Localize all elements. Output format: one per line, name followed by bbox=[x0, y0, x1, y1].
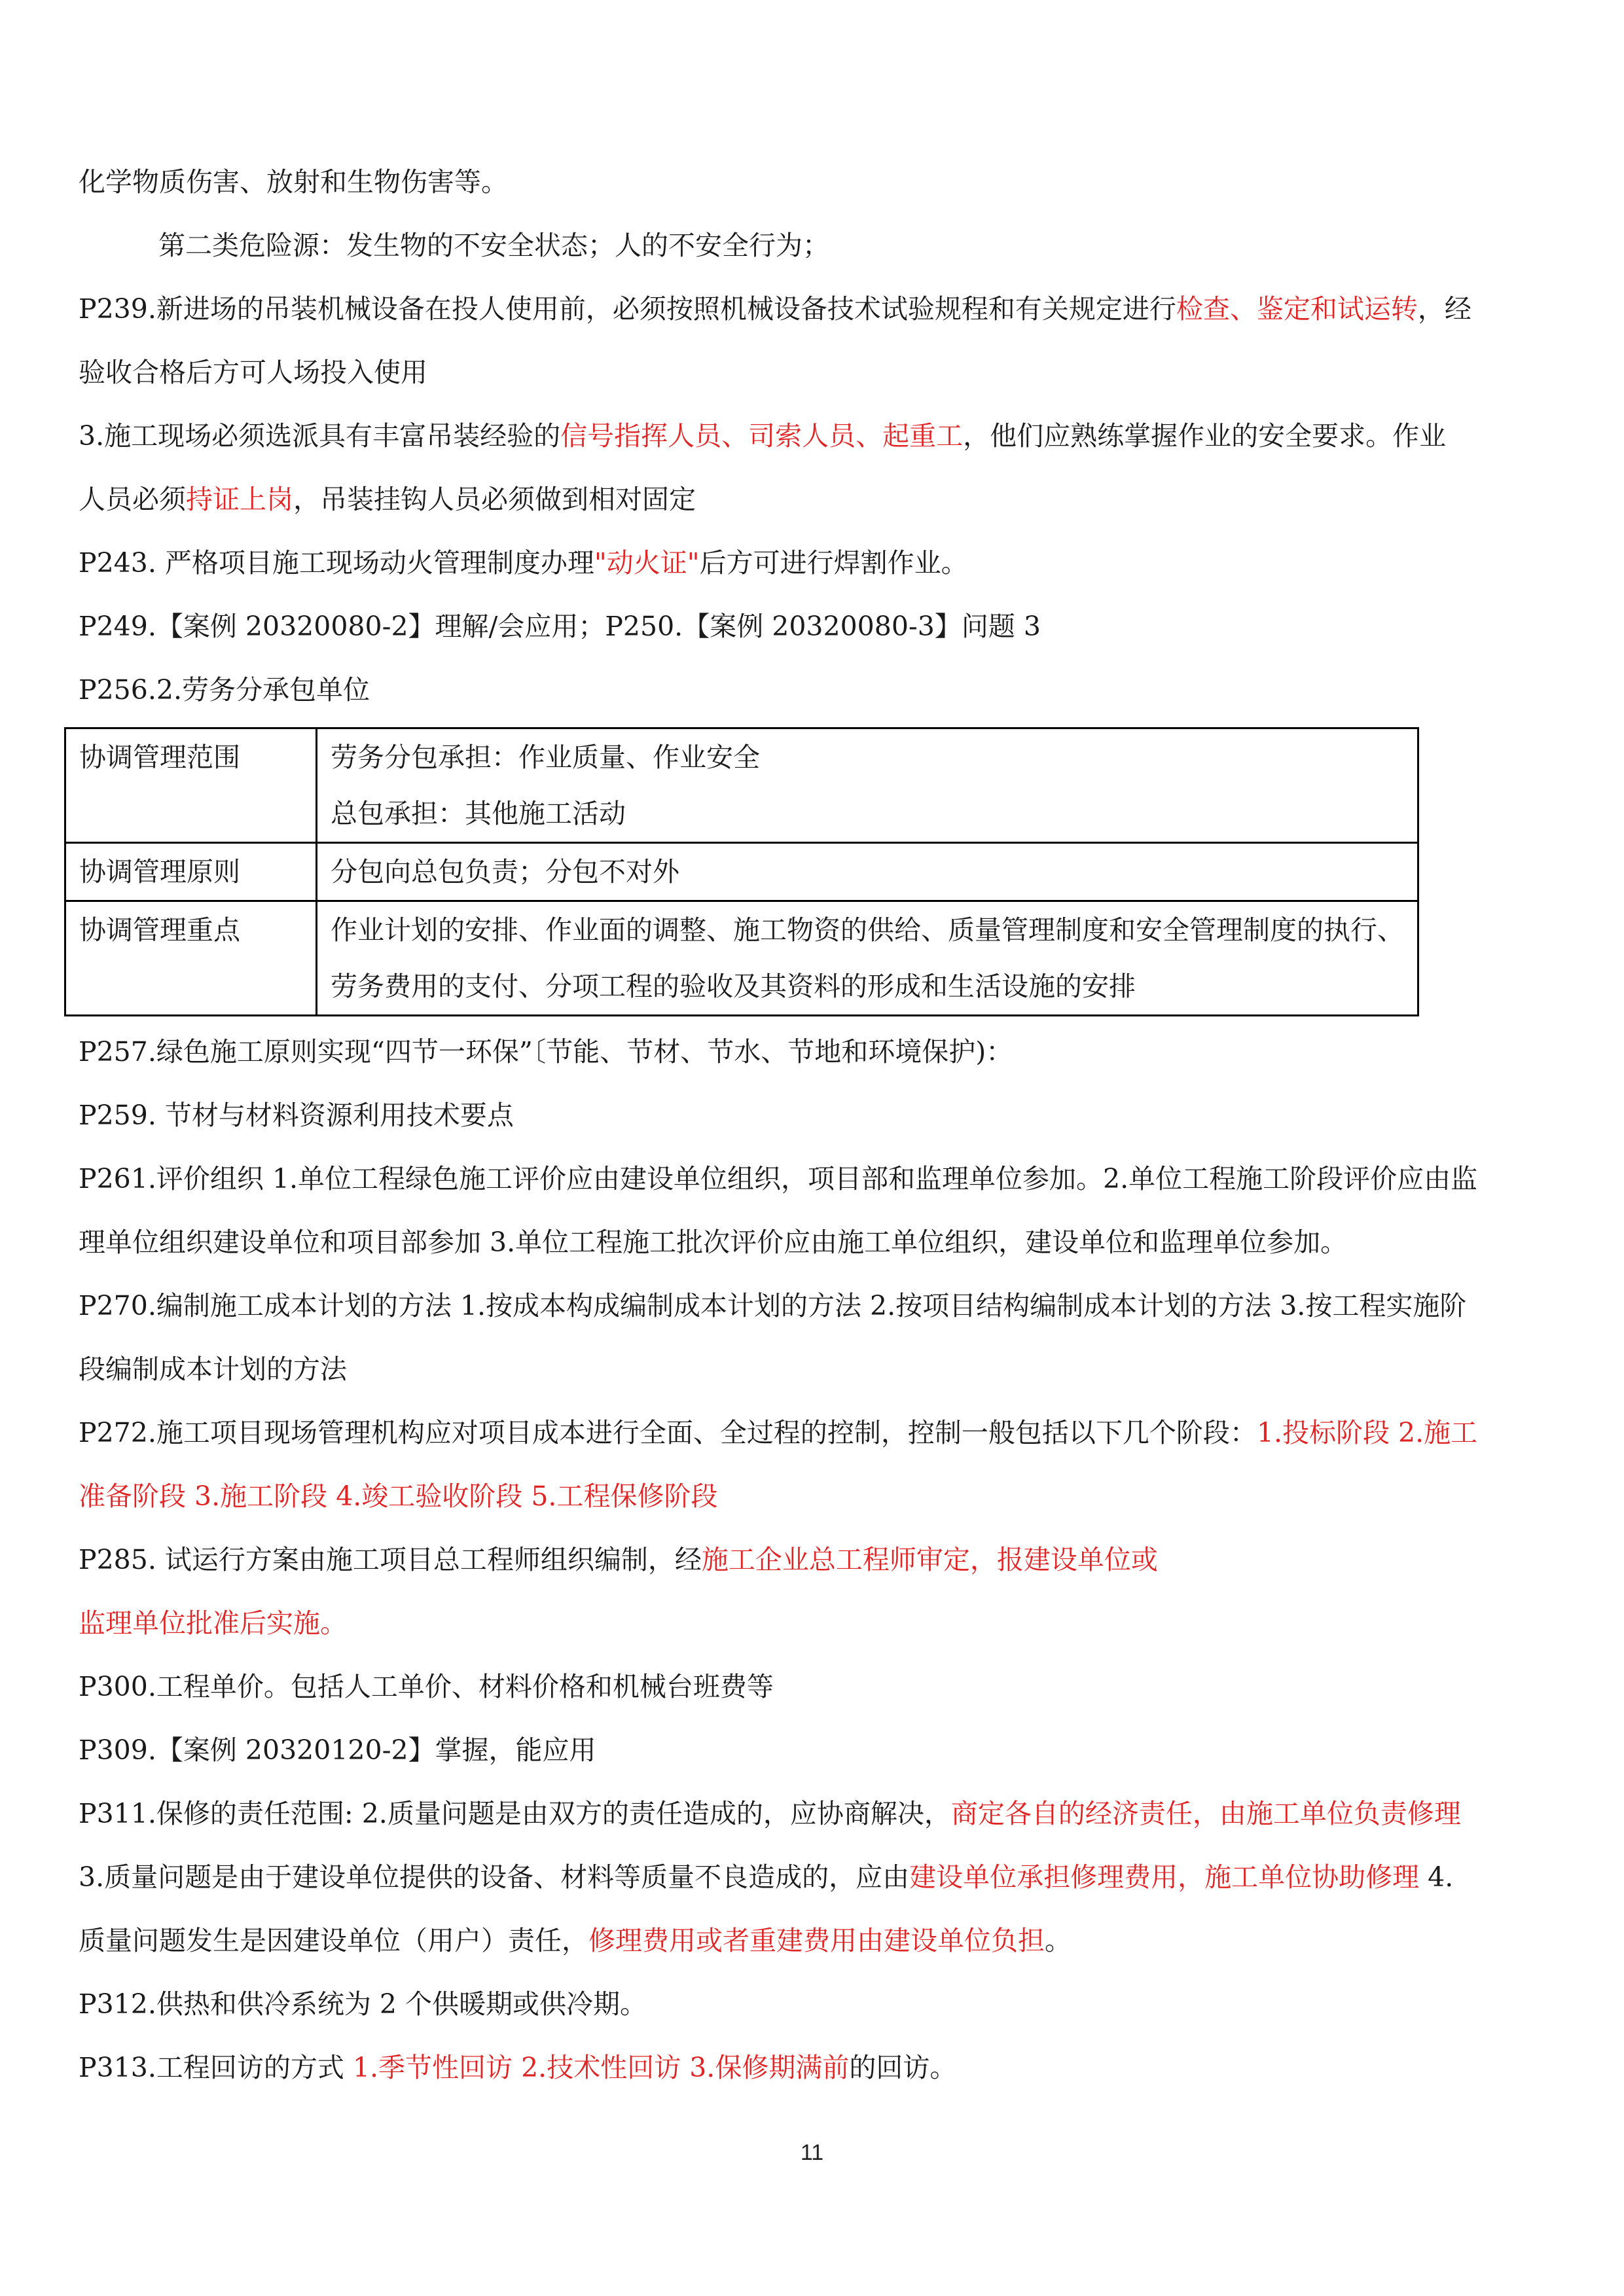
highlighted-text: 施工企业总工程师审定，报建设单位或 bbox=[701, 1544, 1158, 1575]
text-line: 第二类危险源：发生物的不安全状态；人的不安全行为； bbox=[158, 230, 829, 261]
text-line bbox=[79, 1592, 1564, 1655]
text-line: P313.工程回访的方式 1.季节性回访 2.技术性回访 3.保修期满前的回访。 bbox=[79, 2052, 957, 2083]
highlighted-text: 1.投标阶段 2.施工 bbox=[1256, 1417, 1478, 1448]
highlighted-text: 持证上岗 bbox=[186, 484, 293, 515]
text-line: 3.施工现场必须选派具有丰富吊装经验的信号指挥人员、司索人员、起重工，他们应熟练掌握作业的安全要求。作业 bbox=[79, 420, 1447, 452]
text-line: 质量问题发生是因建设单位（用户）责任，修理费用或者重建费用由建设单位负担。 bbox=[79, 1925, 1072, 1956]
text-line: P309.【案例 20320120-2】掌握，能应用 bbox=[79, 1734, 596, 1766]
text-line: 3.质量问题是由于建设单位提供的设备、材料等质量不良造成的，应由建设单位承担修理费用，施工单位协助修理 4. bbox=[79, 1861, 1454, 1893]
text-line: 化学物质伤害、放射和生物伤害等。 bbox=[79, 166, 508, 198]
table-row bbox=[65, 843, 1418, 901]
table-cell: 作业计划的安排、作业面的调整、施工物资的供给、质量管理制度和安全管理制度的执行、 劳务费用的支付、分项工程的验收及其资料的形成和生活设施的安排 bbox=[317, 901, 1418, 1016]
highlighted-text: 建设单位承担修理费用，施工单位协助修理 bbox=[909, 1861, 1420, 1893]
text-line: P239.新进场的吊装机械设备在投人使用前，必须按照机械设备技术试验规程和有关规定进行检查、鉴定和试运转，经 bbox=[79, 293, 1471, 325]
text-line: 验收合格后方可人场投入使用 bbox=[79, 357, 427, 388]
table-row-header: 协调管理范围 bbox=[65, 728, 317, 843]
text-line: 理单位组织建设单位和项目部参加 3.单位工程施工批次评价应由施工单位组织，建设单位和监理单位参加。 bbox=[79, 1227, 1348, 1258]
text-line bbox=[79, 1465, 1564, 1528]
text-line: P261.评价组织 1.单位工程绿色施工评价应由建设单位组织，项目部和监理单位参加。2.单位工程施工阶段评价应由监 bbox=[79, 1163, 1478, 1194]
table-cell: 劳务分包承担：作业质量、作业安全 总包承担：其他施工活动 bbox=[317, 728, 1418, 843]
table-row-header: 协调管理重点 bbox=[65, 901, 317, 1016]
text-line: P272.施工项目现场管理机构应对项目成本进行全面、全过程的控制，控制一般包括以下几个阶段：1.投标阶段 2.施工 bbox=[79, 1417, 1478, 1448]
highlighted-text: 检查、鉴定和试运转 bbox=[1176, 293, 1418, 325]
coordination-table bbox=[64, 727, 1419, 1016]
text-line: P243. 严格项目施工现场动火管理制度办理"动火证"后方可进行焊割作业。 bbox=[79, 547, 968, 579]
page-number: 11 bbox=[800, 2140, 824, 2165]
highlighted-text: 商定各自的经济责任，由施工单位负责修理 bbox=[950, 1798, 1461, 1829]
document-body bbox=[79, 151, 1564, 2100]
highlighted-text: 修理费用或者重建费用由建设单位负担 bbox=[588, 1925, 1045, 1956]
text-line: P259. 节材与材料资源利用技术要点 bbox=[79, 1100, 514, 1131]
text-line: P256.2.劳务分承包单位 bbox=[79, 674, 370, 706]
highlighted-text: 信号指挥人员、司索人员、起重工 bbox=[560, 420, 964, 452]
table-cell: 分包向总包负责；分包不对外 bbox=[317, 843, 1418, 901]
highlighted-text: "动火证" bbox=[594, 547, 700, 579]
text-line: P270.编制施工成本计划的方法 1.按成本构成编制成本计划的方法 2.按项目结构编制成本计划的方法 3.按工程实施阶 bbox=[79, 1290, 1467, 1321]
text-line: 人员必须持证上岗，吊装挂钩人员必须做到相对固定 bbox=[79, 484, 696, 515]
text-line: P312.供热和供冷系统为 2 个供暖期或供冷期。 bbox=[79, 1988, 647, 2020]
text-line: P311.保修的责任范围: 2.质量问题是由双方的责任造成的，应协商解决，商定各自的经济责任，由施工单位负责修理 bbox=[79, 1798, 1461, 1829]
highlighted-text: 监理单位批准后实施。 bbox=[79, 1607, 347, 1639]
text-line: 段编制成本计划的方法 bbox=[79, 1354, 347, 1385]
text-line: P285. 试运行方案由施工项目总工程师组织编制，经施工企业总工程师审定，报建设单位或 bbox=[79, 1544, 1158, 1575]
text-line: P257.绿色施工原则实现“四节一环保”〔节能、节材、节水、节地和环境保护)： bbox=[79, 1036, 1013, 1067]
text-line: P249.【案例 20320080-2】理解/会应用；P250.【案例 20320080-3】问题 3 bbox=[79, 611, 1041, 642]
highlighted-text: 准备阶段 3.施工阶段 4.竣工验收阶段 5.工程保修阶段 bbox=[79, 1480, 718, 1512]
table-row bbox=[65, 728, 1418, 843]
table-row-header: 协调管理原则 bbox=[65, 843, 317, 901]
text-line: P300.工程单价。包括人工单价、材料价格和机械台班费等 bbox=[79, 1671, 774, 1702]
table-row bbox=[65, 901, 1418, 1016]
highlighted-text: 1.季节性回访 2.技术性回访 3.保修期满前 bbox=[352, 2052, 850, 2083]
